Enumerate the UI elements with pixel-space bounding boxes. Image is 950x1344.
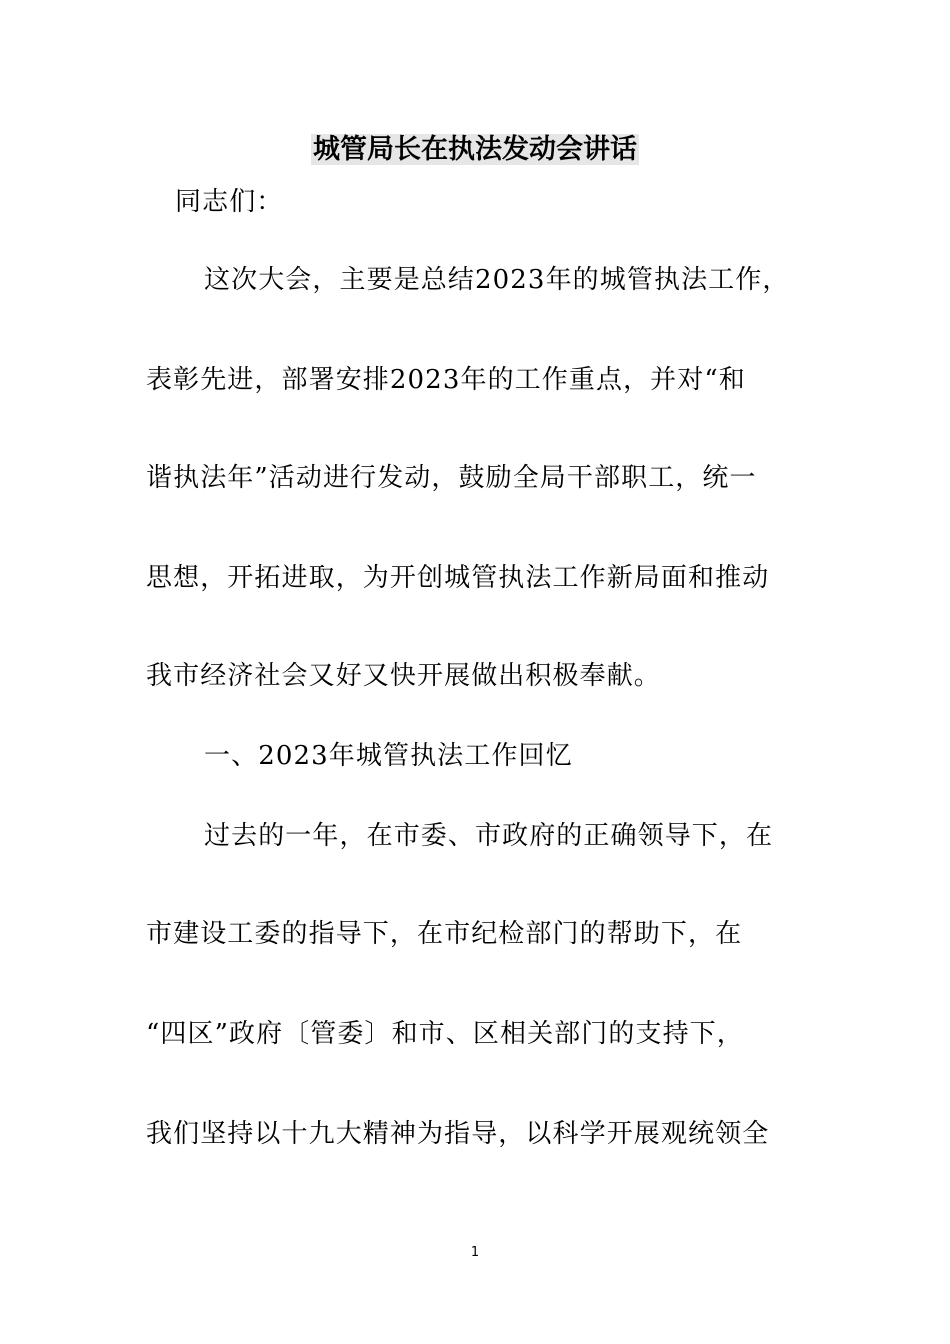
paragraph-line: 我市经济社会又好又快开展做出积极奉献。	[146, 661, 661, 691]
paragraph-line: 这次大会，主要是总结2023年的城管执法工作，	[204, 265, 790, 295]
paragraph-line: “四区”政府〔管委〕和市、区相关部门的支持下，	[146, 1019, 744, 1049]
paragraph-line: 我们坚持以十九大精神为指导，以科学开展观统领全	[146, 1119, 770, 1149]
salutation: 同志们：	[175, 187, 284, 217]
document-title-text: 城管局长在执法发动会讲话	[313, 134, 637, 165]
paragraph-line: 谐执法年”活动进行发动，鼓励全局干部职工，统一	[146, 463, 757, 493]
section-heading: 一、2023年城管执法工作回忆	[204, 741, 573, 771]
paragraph-line: 过去的一年，在市委、市政府的正确领导下，在	[204, 821, 774, 851]
paragraph-line: 市建设工委的指导下，在市纪检部门的帮助下，在	[146, 919, 743, 949]
page-number: 1	[470, 1245, 480, 1260]
paragraph-line: 思想，开拓进取，为开创城管执法工作新局面和推动	[146, 563, 770, 593]
document-title	[0, 130, 950, 170]
paragraph-line: 表彰先进，部署安排2023年的工作重点，并对“和	[146, 365, 746, 395]
